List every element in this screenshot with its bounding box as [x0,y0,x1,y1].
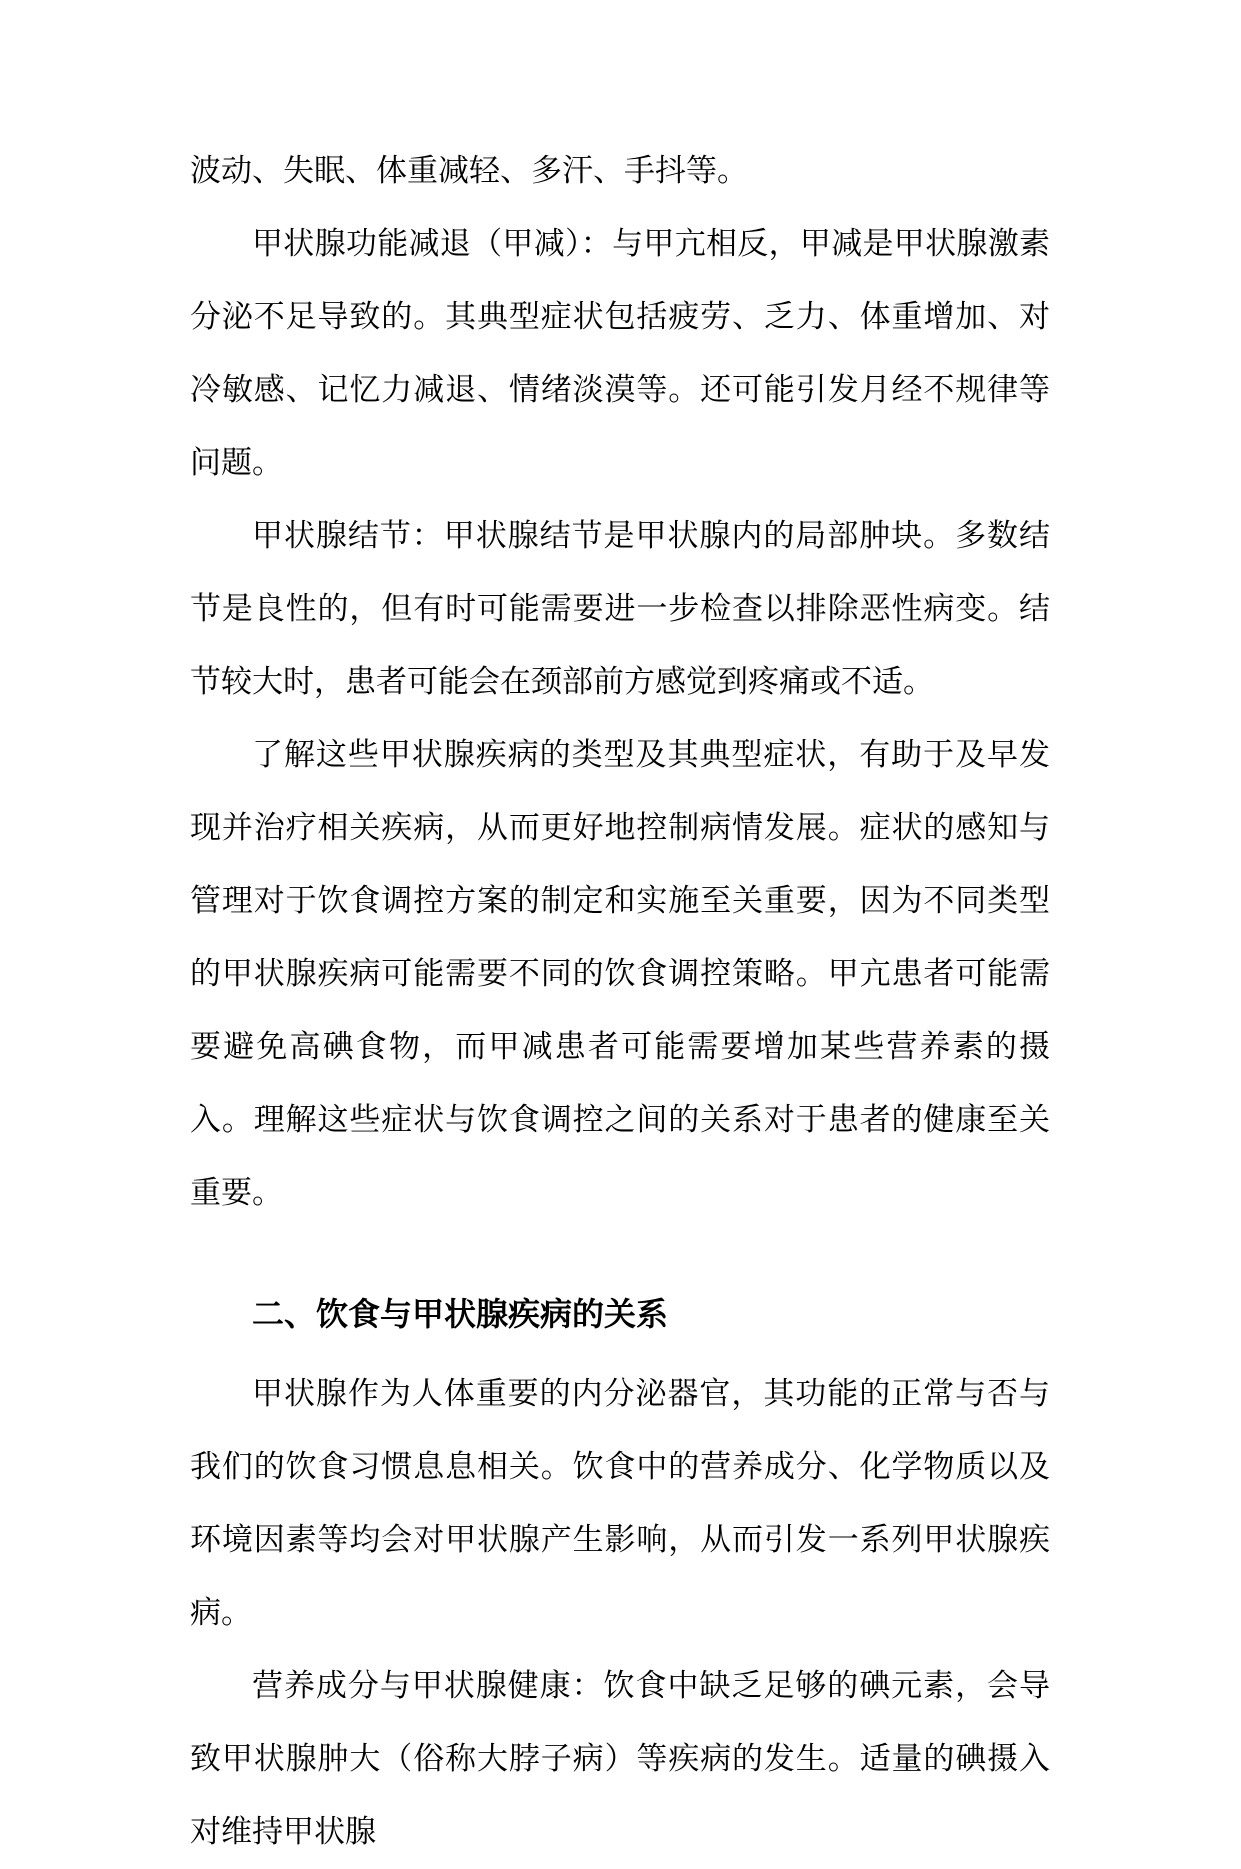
document-page [190,135,1050,1869]
paragraph-nutrients-iodine: 营养成分与甲状腺健康：饮食中缺乏足够的碘元素，会导致甲状腺肿大（俗称大脖子病）等疾病的发生。适量的碘摄入对维持甲状腺 [190,1668,1050,1850]
section-heading-diet-relation: 二、饮食与甲状腺疾病的关系 [252,1295,669,1333]
paragraph-thyroid-nodules: 甲状腺结节：甲状腺结节是甲状腺内的局部肿块。多数结节是良性的，但有时可能需要进一步检查以排除恶性病变。结节较大时，患者可能会在颈部前方感觉到疼痛或不适。 [190,518,1050,700]
paragraph-understanding-symptoms: 了解这些甲状腺疾病的类型及其典型症状，有助于及早发现并治疗相关疾病，从而更好地控制病情发展。症状的感知与管理对于饮食调控方案的制定和实施至关重要，因为不同类型的甲状腺疾病可能需要不同的饮食调控策略。甲亢患者可能需要避免高碘食物，而甲减患者可能需要增加某些营养素的摄入。理解这些症状与饮食调控之间的关系对于患者的健康至关重要。 [190,737,1050,1211]
paragraph-hyperthyroid-symptoms-end: 波动、失眠、体重减轻、多汗、手抖等。 [190,153,748,189]
paragraph-hypothyroidism: 甲状腺功能减退（甲减）：与甲亢相反，甲减是甲状腺激素分泌不足导致的。其典型症状包括疲劳、乏力、体重增加、对冷敏感、记忆力减退、情绪淡漠等。还可能引发月经不规律等问题。 [190,226,1050,481]
paragraph-diet-intro: 甲状腺作为人体重要的内分泌器官，其功能的正常与否与我们的饮食习惯息息相关。饮食中的营养成分、化学物质以及环境因素等均会对甲状腺产生影响，从而引发一系列甲状腺疾病。 [190,1376,1050,1631]
